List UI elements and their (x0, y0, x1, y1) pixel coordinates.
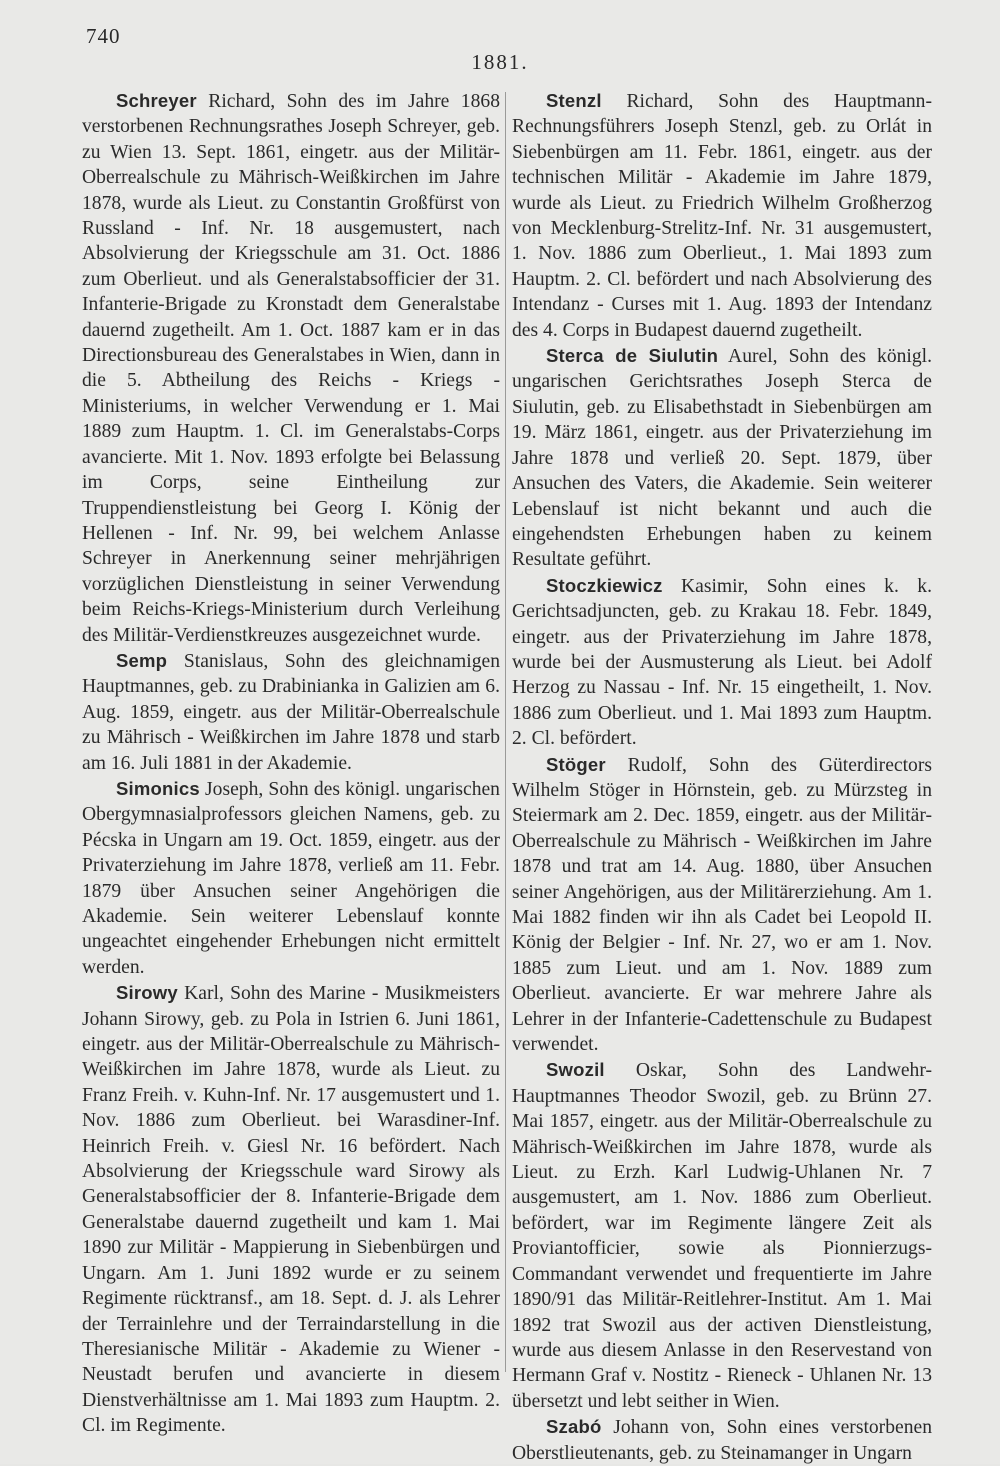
entry-name: Simonics (116, 777, 200, 799)
entry (512, 1414, 932, 1466)
entry-text: Kasimir, Sohn eines k. k. Gerichtsadjuncten, geb. zu Krakau 18. Febr. 1849, eingetr. aus der Privaterziehung im Jahre 1878, wurde bei der Ausmusterung als Lieut. bei Adolf Herzog zu Nassau - Inf. Nr. 15 eingetheilt, 1. Nov. 1886 zum Oberlieut. und 1. Mai 1893 zum Hauptm. 2. Cl. befördert. (512, 575, 932, 750)
page-number: 740 (86, 24, 121, 48)
entry (512, 88, 932, 343)
entry-name: Sirowy (116, 982, 178, 1004)
entry-name: Szabó (546, 1416, 602, 1438)
entry-name: Sterca de Siulutin (546, 345, 719, 367)
entry-name: Swozil (546, 1059, 605, 1081)
entry-text: Stanislaus, Sohn des gleichnamigen Hauptmannes, geb. zu Drabinianka in Galizien am 6. Aug. 1859, eingetr. aus der Militär-Oberrealschule zu Mährisch - Weißkirchen im Jahre 1878 und starb am 16. Juli 1881 in der Akademie. (82, 650, 500, 774)
year-heading: 1881. (471, 50, 529, 74)
column-divider (505, 92, 506, 1372)
entry-name: Stenzl (546, 90, 602, 111)
entry-text: Oskar, Sohn des Landwehr-Hauptmannes Theodor Swozil, geb. zu Brünn 27. Mai 1857, eingetr. aus der Militär-Oberrealschule zu Mährisch-Weißkirchen im Jahre 1878, wurde als Lieut. zu Erzh. Karl Ludwig-Uhlanen Nr. 7 ausgemustert, am 1. Nov. 1886 zum Oberlieut. befördert, war im Regimente längere Zeit als Proviantofficier, sowie als Pionnierzugs-Commandant verwendet und frequentierte im Jahre 1890/91 das Militär-Reitlehrer-Institut. Am 1. Mai 1892 trat Swozil aus der activen Dienstleistung, wurde aus diesem Anlasse in den Reservestand von Hermann Graf v. Nostitz - Rieneck - Uhlanen Nr. 13 übersetzt und lebt seither in Wien. (512, 1060, 932, 1412)
right-column (512, 88, 932, 1466)
entry-text: Richard, Sohn des Hauptmann-Rechnungsführers Joseph Stenzl, geb. zu Orlát in Siebenbürgen am 11. Febr. 1861, eingetr. aus der technischen Militär - Akademie im Jahre 1879, wurde als Lieut. zu Friedrich Wilhelm Großherzog von Mecklenburg-Strelitz-Inf. Nr. 31 ausgemustert, 1. Nov. 1886 zum Oberlieut., 1. Mai 1893 zum Hauptm. 2. Cl. befördert und nach Absolvierung des Intendanz - Curses mit 1. Aug. 1893 der Intendanz des 4. Corps in Budapest dauernd zugetheilt. (512, 91, 932, 341)
entry-name: Schreyer (116, 90, 197, 111)
left-column (82, 88, 500, 1439)
entry-text: Aurel, Sohn des königl. ungarischen Gerichtsrathes Joseph Sterca de Siulutin, geb. zu Elisabethstadt in Siebenbürgen am 19. März 1861, eingetr. aus der Privaterziehung im Jahre 1878 und verließ 20. Sept. 1879, über Ansuchen des Vaters, die Akademie. Sein weiterer Lebenslauf ist nicht bekannt und auch die eingehendsten Erhebungen haben zu keinem Resultate geführt. (512, 346, 932, 571)
entry-text: Karl, Sohn des Marine - Musikmeisters Johann Sirowy, geb. zu Pola in Istrien 6. Juni 1861, eingetr. aus der Militär-Oberrealschule zu Mährisch-Weißkirchen im Jahre 1878, wurde als Lieut. zu Franz Freih. v. Kuhn-Inf. Nr. 17 ausgemustert und 1. Nov. 1886 zum Oberlieut. bei Warasdiner-Inf. Heinrich Freih. v. Giesl Nr. 16 befördert. Nach Absolvierung der Kriegsschule ward Sirowy als Generalstabsofficier der 8. Infanterie-Brigade dem Generalstabe dauernd zugetheilt und kam 1. Mai 1890 zur Militär - Mappierung in Siebenbürgen und Ungarn. Am 1. Juni 1892 wurde er zu seinem Regimente rücktransf., am 18. Sept. d. J. als Lehrer der Terrainlehre und der Terraindarstellung in die Theresianische Militär - Akademie zu Wiener - Neustadt berufen und avancierte in diesem Dienstverhältnisse am 1. Mai 1893 zum Hauptm. 2. Cl. im Regimente. (82, 983, 500, 1437)
entry (82, 88, 500, 648)
entry (512, 1057, 932, 1414)
entry (82, 776, 500, 980)
entry-name: Stöger (546, 753, 606, 775)
entry-text: Richard, Sohn des im Jahre 1868 verstorbenen Rechnungsrathes Joseph Schreyer, geb. zu Wien 13. Sept. 1861, eingetr. aus der Militär-Oberrealschule zu Mährisch-Weißkirchen im Jahre 1878, wurde als Lieut. zu Constantin Großfürst von Russland - Inf. Nr. 18 ausgemustert, nach Absolvierung der Kriegsschule am 31. Oct. 1886 zum Oberlieut. und als Generalstabsofficier der 31. Infanterie-Brigade zu Kronstadt dem Generalstabe dauernd zugetheilt. Am 1. Oct. 1887 kam er in das Directionsbureau des Generalstabes in Wien, dann in die 5. Abtheilung des Reichs - Kriegs - Ministeriums, in welcher Verwendung er 1. Mai 1889 zum Hauptm. 1. Cl. im Generalstabs-Corps avancierte. Mit 1. Nov. 1893 erfolgte bei Belassung im Corps, seine Eintheilung zur Truppendienstleistung bei Georg I. König der Hellenen - Inf. Nr. 99, bei welchem Anlasse Schreyer in Anerkennung seiner mehrjährigen vorzüglichen Dienstleistung in seiner Verwendung beim Reichs-Kriegs-Ministerium durch Verleihung des Militär-Verdienstkreuzes ausgezeichnet wurde. (82, 91, 500, 646)
entry-name: Semp (116, 649, 168, 671)
entry-name: Stoczkiewicz (546, 574, 663, 596)
entry (82, 648, 500, 776)
entry (82, 980, 500, 1438)
entry-text: Rudolf, Sohn des Güterdirectors Wilhelm Stöger in Hörnstein, geb. zu Mürzsteg in Steiermark am 2. Dec. 1859, eingetr. aus der Militär-Oberrealschule zu Mährisch - Weißkirchen im Jahre 1878 und trat am 14. Aug. 1880, über Ansuchen seiner Angehörigen, aus der Militärerziehung. Am 1. Mai 1882 finden wir ihn als Cadet bei Leopold II. König der Belgier - Inf. Nr. 27, wo er am 1. Nov. 1885 zum Lieut. und am 1. Nov. 1889 zum Oberlieut. avancierte. Er war mehrere Jahre als Lehrer in der Infanterie-Cadettenschule zu Budapest verwendet. (512, 754, 932, 1056)
entry-text: Johann von, Sohn eines verstorbenen Oberstlieutenants, geb. zu Steinamanger in Ungarn (512, 1417, 932, 1464)
entry (512, 752, 932, 1058)
entry (512, 573, 932, 752)
entry (512, 343, 932, 573)
entry-text: Joseph, Sohn des königl. ungarischen Obergymnasialprofessors gleichen Namens, geb. zu Pécska in Ungarn am 19. Oct. 1859, eingetr. aus der Privaterziehung im Jahre 1878, verließ am 11. Febr. 1879 über Ansuchen seiner Angehörigen die Akademie. Sein weiterer Lebenslauf konnte ungeachtet eingehender Erhebungen nicht ermittelt werden. (82, 778, 500, 978)
